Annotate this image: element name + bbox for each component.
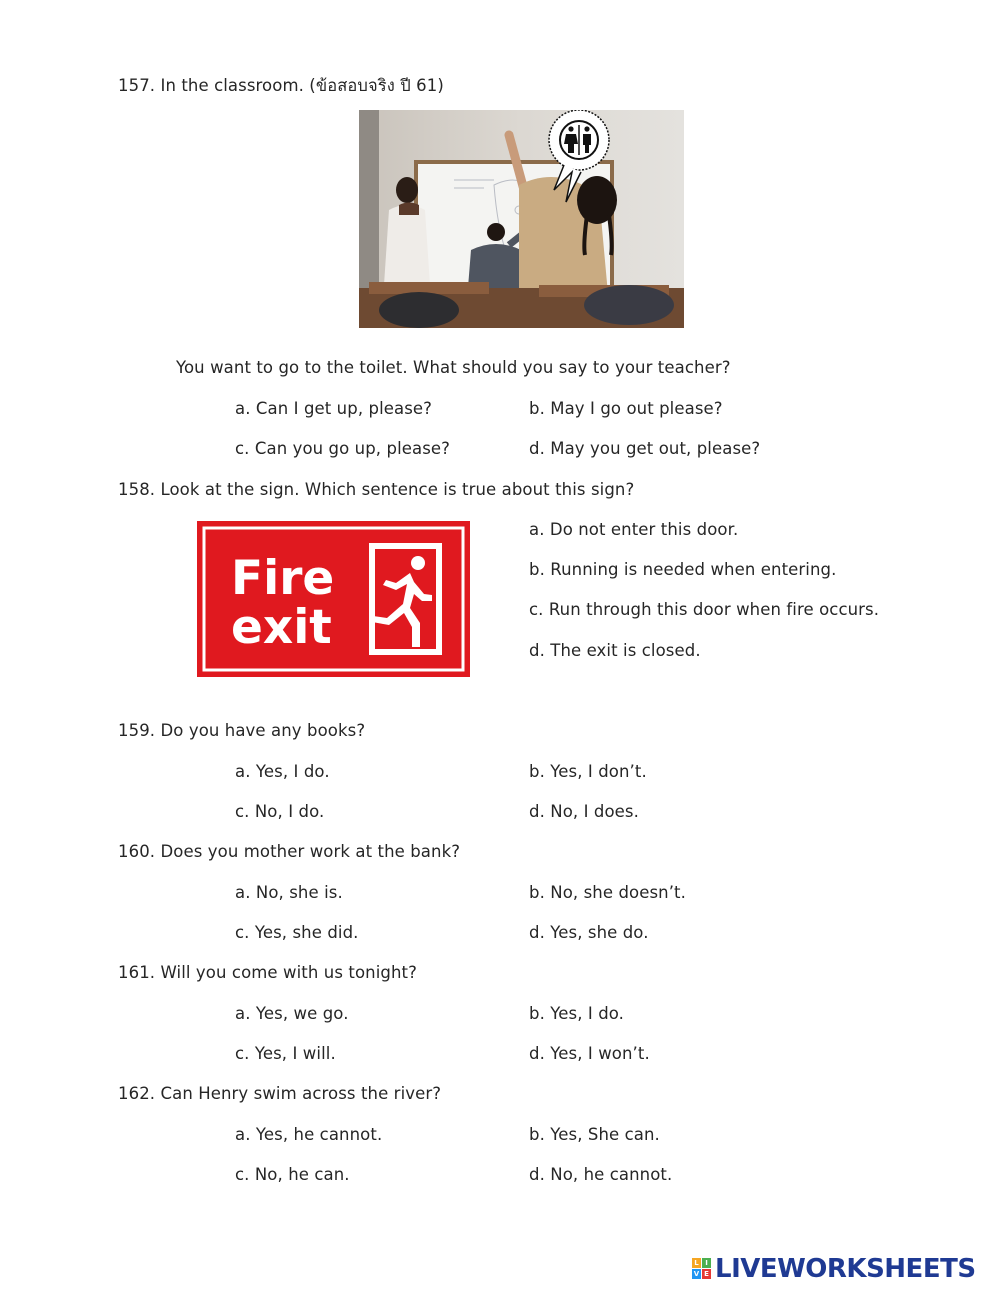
liveworksheets-logo[interactable] [692, 1255, 992, 1283]
question-159-title: 159. Do you have any books? [118, 721, 366, 740]
question-157-title: 157. In the classroom. (ข้อสอบจริง ปี 61) [118, 76, 444, 95]
q157-option-d[interactable]: d. May you get out, please? [529, 439, 761, 458]
q159-option-c[interactable]: c. No, I do. [235, 802, 325, 821]
sign-text-fire: Fire [231, 551, 335, 606]
brand-name: LIVEWORKSHEETS [715, 1254, 976, 1284]
q161-option-b[interactable]: b. Yes, I do. [529, 1004, 625, 1023]
q159-option-b[interactable]: b. Yes, I don’t. [529, 762, 647, 781]
q158-option-a[interactable]: a. Do not enter this door. [529, 520, 739, 539]
classroom-photo [359, 110, 684, 328]
q158-option-d[interactable]: d. The exit is closed. [529, 641, 701, 660]
q157-option-a[interactable]: a. Can I get up, please? [235, 399, 433, 418]
running-man-exit-icon [369, 543, 442, 655]
q162-option-d[interactable]: d. No, he cannot. [529, 1165, 673, 1184]
q160-option-b[interactable]: b. No, she doesn’t. [529, 883, 686, 902]
live-badge-icon: L I V E [692, 1258, 712, 1280]
q160-option-d[interactable]: d. Yes, she do. [529, 923, 649, 942]
q162-option-c[interactable]: c. No, he can. [235, 1165, 350, 1184]
q159-option-d[interactable]: d. No, I does. [529, 802, 639, 821]
question-160-title: 160. Does you mother work at the bank? [118, 842, 461, 861]
fire-exit-sign [197, 521, 470, 677]
question-158-title: 158. Look at the sign. Which sentence is true about this sign? [118, 480, 635, 499]
q160-option-c[interactable]: c. Yes, she did. [235, 923, 359, 942]
q162-option-a[interactable]: a. Yes, he cannot. [235, 1125, 383, 1144]
question-161-title: 161. Will you come with us tonight? [118, 963, 417, 982]
q157-option-b[interactable]: b. May I go out please? [529, 399, 723, 418]
q158-option-c[interactable]: c. Run through this door when fire occurs. [529, 600, 880, 619]
q161-option-c[interactable]: c. Yes, I will. [235, 1044, 336, 1063]
q157-option-c[interactable]: c. Can you go up, please? [235, 439, 451, 458]
q160-option-a[interactable]: a. No, she is. [235, 883, 343, 902]
question-157-prompt: You want to go to the toilet. What should you say to your teacher? [176, 358, 731, 377]
q158-option-b[interactable]: b. Running is needed when entering. [529, 560, 837, 579]
q161-option-a[interactable]: a. Yes, we go. [235, 1004, 349, 1023]
q159-option-a[interactable]: a. Yes, I do. [235, 762, 330, 781]
q162-option-b[interactable]: b. Yes, She can. [529, 1125, 660, 1144]
question-162-title: 162. Can Henry swim across the river? [118, 1084, 442, 1103]
q161-option-d[interactable]: d. Yes, I won’t. [529, 1044, 650, 1063]
sign-text-exit: exit [231, 600, 332, 655]
